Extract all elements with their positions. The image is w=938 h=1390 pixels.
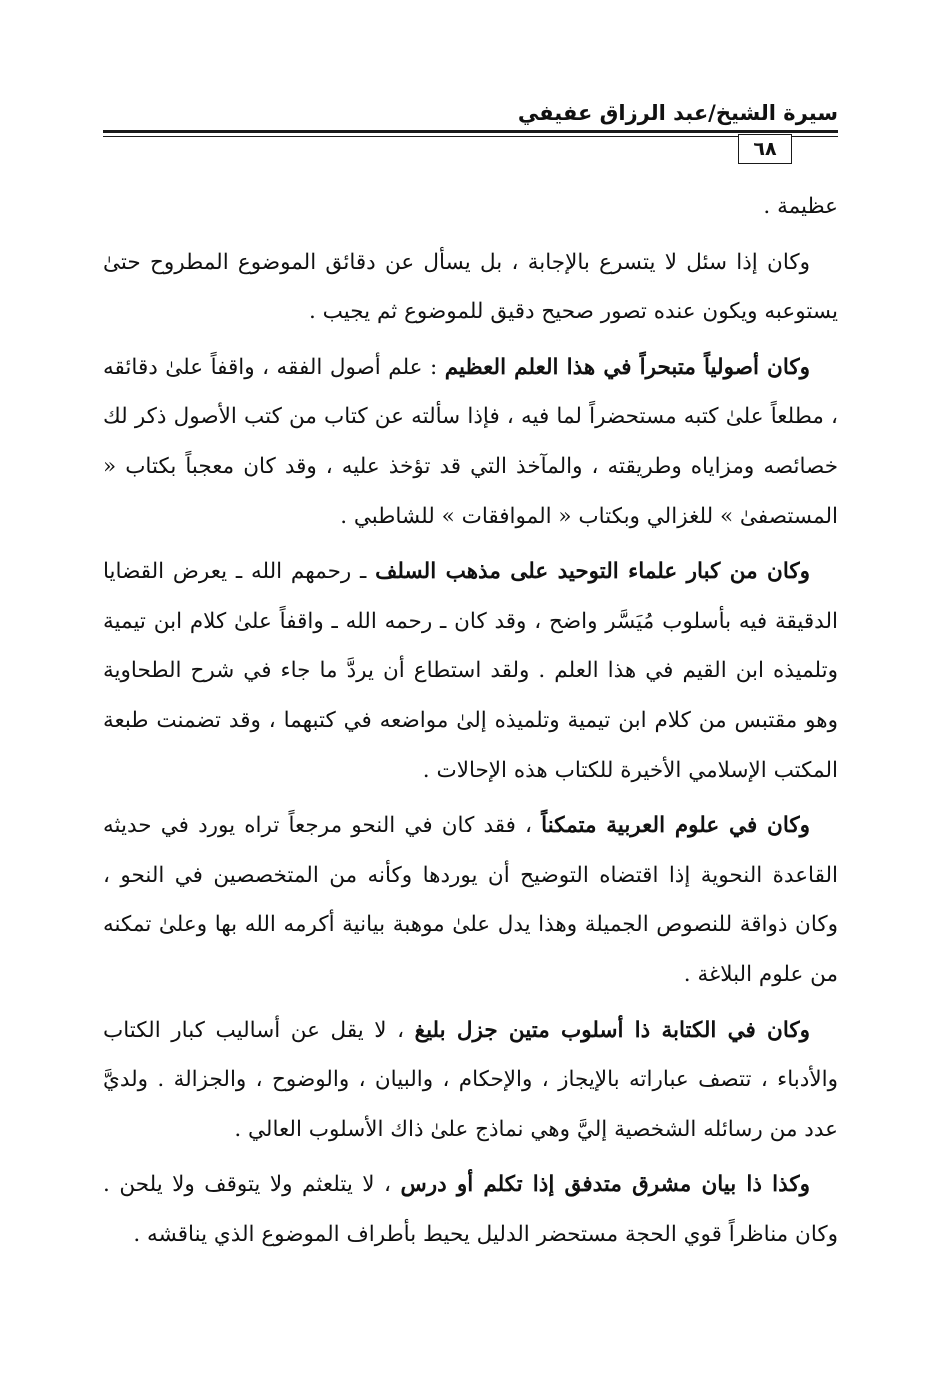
paragraph-3 xyxy=(103,343,838,541)
paragraph-text: وكان إذا سئل لا يتسرع بالإجابة ، بل يسأل عن دقائق الموضوع المطروح حتىٰ يستوعبه ويكون عنده تصور صحيح دقيق للموضوع ثم يجيب . xyxy=(103,249,838,325)
paragraph-lead: وكان من كبار علماء التوحيد على مذهب السلف xyxy=(375,559,810,585)
paragraph-1 xyxy=(103,182,838,232)
paragraph-7 xyxy=(103,1160,838,1259)
paragraph-text: ، لا يقل عن أساليب كبار الكتاب والأدباء ، تتصف عباراته بالإيجاز ، والإحكام ، والبيان ، والوضوح ، والجزالة . ولديَّ عدد من رسائله الشخصية إليَّ وهي نماذج علىٰ ذاك الأسلوب العالي . xyxy=(103,1017,838,1142)
page-number: ٦٨ xyxy=(738,134,792,164)
paragraph-5 xyxy=(103,801,838,999)
paragraph-text: ، فقد كان في النحو مرجعاً تراه يورد في حديثه القاعدة النحوية إذا اقتضاه التوضيح أن يوردها وكأنه من المتخصصين في النحو ، وكان ذواقة للنصوص الجميلة وهذا يدل علىٰ موهبة بيانية أكرمه الله بها وعلىٰ تمكنه من علوم البلاغة . xyxy=(103,813,838,987)
paragraph-4 xyxy=(103,547,838,795)
paragraph-lead: وكان في الكتابة ذا أسلوب متين جزل بليغ xyxy=(414,1017,810,1043)
header-rule-thick xyxy=(103,130,838,133)
page-header xyxy=(103,97,838,160)
paragraph-lead: وكان في علوم العربية متمكناً xyxy=(541,813,810,839)
paragraph-lead: وكان أصولياً متبحراً في هذا العلم العظيم xyxy=(444,354,811,380)
running-title: سيرة الشيخ/عبد الرزاق عفيفي xyxy=(517,101,838,125)
paragraph-text: ـ رحمهم الله ـ يعرض القضايا الدقيقة فيه بأسلوب مُيَسَّر واضح ، وقد كان ـ رحمه الله ـ واقفاً علىٰ كلام ابن تيمية وتلميذه ابن القيم في هذا العلم . ولقد استطاع أن يردَّ ما جاء في شرح الطحاوية وهو مقتبس من كلام ابن تيمية وتلميذه إلىٰ مواضعه في كتبهما ، وقد تضمنت طبعة المكتب الإسلامي الأخيرة للكتاب هذه الإحالات . xyxy=(103,559,838,783)
paragraph-text: عظيمة . xyxy=(763,194,838,219)
paragraph-text: ، لا يتلعثم ولا يتوقف ولا يلحن . وكان مناظراً قوي الحجة مستحضر الدليل يحيط بأطراف الموضوع الذي يناقشه . xyxy=(103,1172,838,1247)
paragraph-6 xyxy=(103,1006,838,1155)
header-rule-thin xyxy=(103,136,838,137)
paragraph-2 xyxy=(103,238,838,337)
paragraph-lead: وكذا ذا بيان مشرق متدفق إذا تكلم أو درس xyxy=(400,1172,810,1198)
paragraph-text: : علم أصول الفقه ، واقفاً علىٰ دقائقه ، مطلعاً علىٰ كتبه مستحضراً لما فيه ، فإذا سألته عن كتاب من كتب الأصول ذكر لك خصائصه ومزاياه وطريقته ، والمآخذ التي قد تؤخذ عليه ، وقد كان معجباً بكتاب « المستصفىٰ » للغزالي وبكتاب « الموافقات » للشاطبي . xyxy=(103,354,838,529)
body-text xyxy=(103,182,838,1265)
